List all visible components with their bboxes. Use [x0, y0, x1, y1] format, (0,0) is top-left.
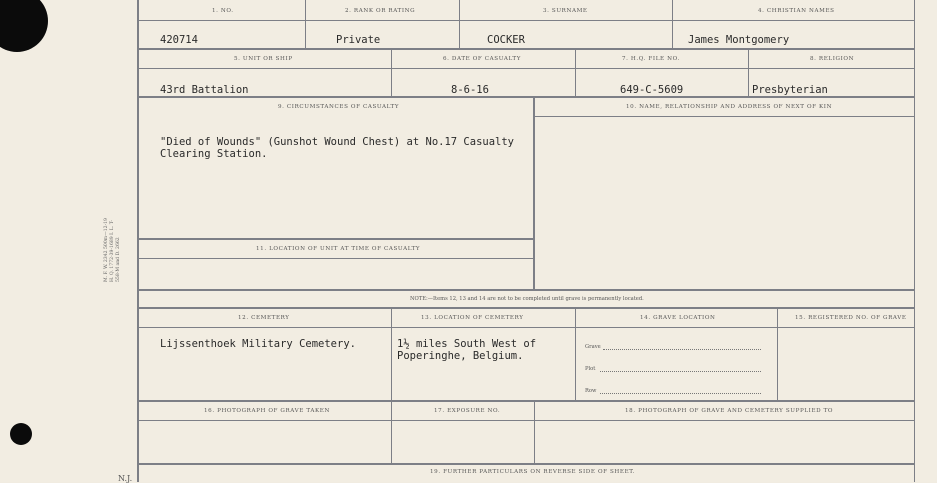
header-number: 1. NO. [212, 8, 234, 14]
value-number: 420714 [160, 34, 198, 46]
value-surname: COCKER [487, 34, 525, 46]
label-grave: Grave [585, 344, 601, 350]
header-photograph-taken: 16. PHOTOGRAPH OF GRAVE TAKEN [204, 408, 330, 414]
footer-further-particulars: 19. FURTHER PARTICULARS ON REVERSE SIDE OF SHEET. [430, 469, 636, 475]
label-row: Row [585, 388, 597, 394]
label-plot: Plot [585, 366, 596, 372]
header-grave-location: 14. GRAVE LOCATION [640, 315, 716, 321]
value-religion: Presbyterian [752, 84, 828, 96]
header-unit: 5. UNIT OR SHIP [234, 56, 293, 62]
value-file-number: 649-C-5609 [620, 84, 684, 96]
note-text: NOTE:—Items 12, 13 and 14 are not to be completed until grave is permanently located. [410, 296, 644, 302]
grave-dotted-line [603, 349, 761, 350]
header-file-number: 7. H.Q. FILE NO. [622, 56, 680, 62]
plot-dotted-line [600, 371, 761, 372]
value-circumstances: "Died of Wounds" (Gunshot Wound Chest) at No.17 Casualty Clearing Station. [160, 136, 515, 160]
header-surname: 3. SURNAME [543, 8, 588, 14]
header-exposure-number: 17. EXPOSURE NO. [434, 408, 501, 414]
value-cemetery-location: 1½ miles South West of Poperinghe, Belgium. [397, 338, 537, 362]
form-print-code: M. F. W. 2342 500m—12-19 H. Q. 1772-39-1689 I. L. T-558-M and D. 2662 [104, 218, 121, 282]
value-cemetery: Lijssenthoek Military Cemetery. [160, 338, 356, 350]
header-photograph-supplied: 18. PHOTOGRAPH OF GRAVE AND CEMETERY SUPPLIED TO [625, 408, 834, 414]
header-christian-names: 4. CHRISTIAN NAMES [758, 8, 835, 14]
punch-hole-top [0, 0, 48, 52]
header-religion: 8. RELIGION [810, 56, 855, 62]
header-circumstances: 9. CIRCUMSTANCES OF CASUALTY [278, 104, 400, 110]
corner-mark: N.J. [118, 474, 133, 483]
punch-hole-bottom [10, 423, 32, 445]
value-date: 8-6-16 [451, 84, 489, 96]
row-dotted-line [600, 393, 761, 394]
value-christian-names: James Montgomery [688, 34, 790, 46]
header-registered-number: 15. REGISTERED NO. OF GRAVE [795, 315, 907, 321]
header-rank: 2. RANK OR RATING [345, 8, 416, 14]
header-date-of-casualty: 6. DATE OF CASUALTY [443, 56, 521, 62]
header-next-of-kin: 10. NAME, RELATIONSHIP AND ADDRESS OF NEXT OF KIN [626, 104, 833, 110]
value-unit: 43rd Battalion [160, 84, 249, 96]
header-location-of-cemetery: 13. LOCATION OF CEMETERY [421, 315, 524, 321]
header-cemetery: 12. CEMETERY [238, 315, 290, 321]
value-rank: Private [336, 34, 381, 46]
header-location-of-unit: 11. LOCATION OF UNIT AT TIME OF CASUALTY [256, 246, 421, 252]
